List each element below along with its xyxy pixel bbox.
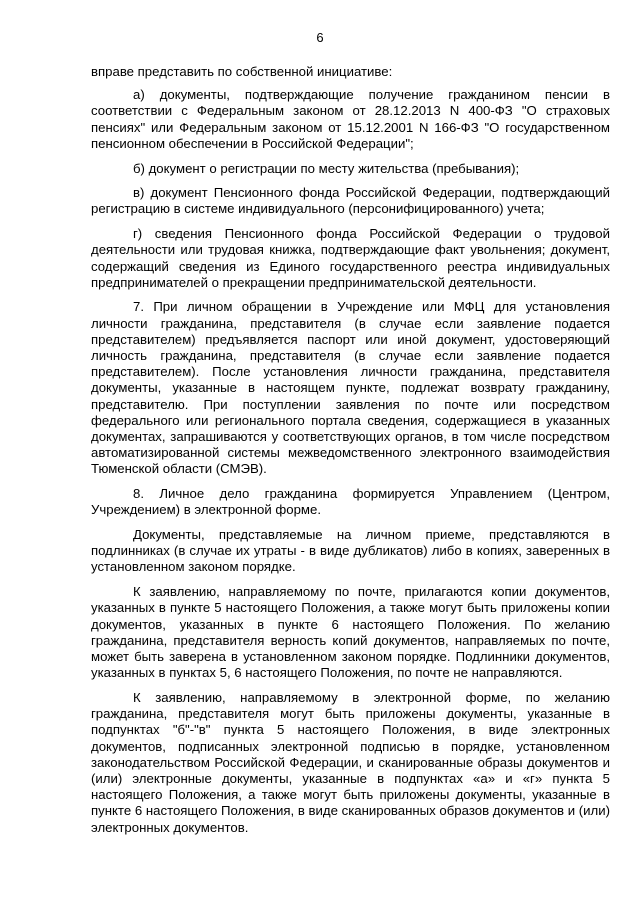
- paragraph-originals: Документы, представляемые на личном приеме, представляются в подлинниках (в случае их утраты - в виде дубликатов) либо в копиях, заверенных в установленном законом порядке.: [91, 527, 610, 575]
- paragraph-item-v: в) документ Пенсионного фонда Российской Федерации, подтверждающий регистрацию в системе индивидуального (персонифицированного) учета;: [91, 185, 610, 217]
- page-number: 6: [316, 30, 324, 45]
- paragraph-intro: вправе представить по собственной инициативе:: [91, 64, 393, 79]
- paragraph-item-g: г) сведения Пенсионного фонда Российской Федерации о трудовой деятельности или трудовая книжка, подтверждающие факт увольнения; документ, содержащий сведения из Единого государственного реестра индивидуальных предпринимателей о прекращении предпринимательской деятельности.: [91, 226, 610, 290]
- paragraph-item-b: б) документ о регистрации по месту жительства (пребывания);: [133, 160, 520, 176]
- paragraph-clause-8: 8. Личное дело гражданина формируется Управлением (Центром, Учреждением) в электронной форме.: [91, 486, 610, 518]
- paragraph-electronic: К заявлению, направляемому в электронной форме, по желанию гражданина, представителя могут быть приложены документы, указанные в подпунктах "б"-"в" пункта 5 настоящего Положения, в виде электронных документов, подписанных электронной подписью в порядке, установленном законодательством Российской Федерации, и сканированные образы документов и (или) электронные документы, указанные в подпунктах «а» и «г» пункта 5 настоящего Положения, а также могут быть приложены документы, указанные в пункте 6 настоящего Положения, в виде сканированных образов документов и (или) электронных документов.: [91, 689, 610, 835]
- paragraph-clause-7: 7. При личном обращении в Учреждение или МФЦ для установления личности гражданина, представителя (в случае если заявление подается представителем) предъявляется паспорт или иной документ, удостоверяющий личность гражданина, представителя (в случае если заявление подается представителем). После установления личности гражданина, представителя документы, указанные в настоящем пункте, подлежат возврату гражданину, представителю. При поступлении заявления по почте или посредством федерального или регионального портала сведения, содержащиеся в указанных документах, запрашиваются у соответствующих органов, в том числе посредством автоматизированной системы межведомственного электронного взаимодействия Тюменской области (СМЭВ).: [91, 299, 610, 477]
- paragraph-item-a: а) документы, подтверждающие получение гражданином пенсии в соответствии с Федеральным законом от 28.12.2013 N 400-ФЗ "О страховых пенсиях" или Федеральным законом от 15.12.2001 N 166-ФЗ "О государственном пенсионном обеспечении в Российской Федерации";: [91, 87, 610, 151]
- paragraph-by-mail: К заявлению, направляемому по почте, прилагаются копии документов, указанных в пункте 5 настоящего Положения, а также могут быть приложены копии документов, указанных в пункте 6 настоящего Положения. По желанию гражданина, представителя верность копий документов, направляемых по почте, может быть заверена в установленном законом порядке. Подлинники документов, указанных в пунктах 5, 6 настоящего Положения, по почте не направляются.: [91, 584, 610, 681]
- document-body: [91, 64, 610, 844]
